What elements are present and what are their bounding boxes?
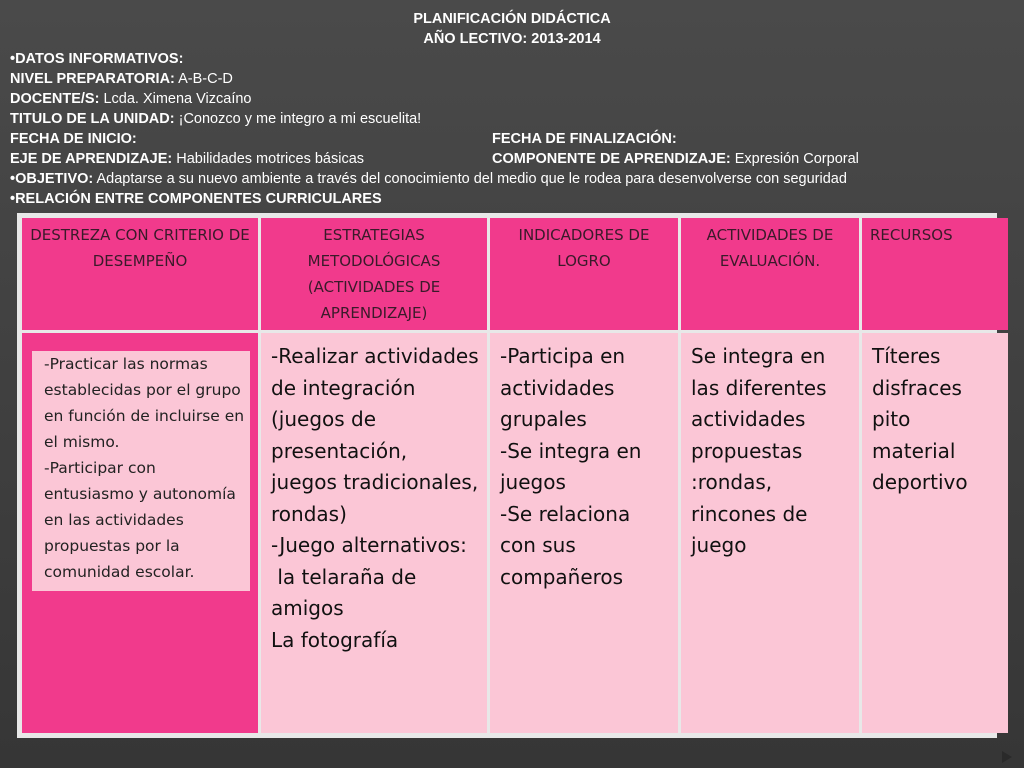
indicador-item: -Se integra en juegos bbox=[500, 438, 642, 494]
indicador-item: -Se relaciona con sus compañeros bbox=[500, 501, 631, 589]
datos-informativos: •DATOS INFORMATIVOS: bbox=[10, 51, 184, 67]
componente-value: Expresión Corporal bbox=[730, 151, 859, 167]
slide-nav-arrow-icon[interactable] bbox=[1002, 751, 1012, 763]
relacion-line: •RELACIÓN ENTRE COMPONENTES CURRICULARES bbox=[10, 191, 382, 207]
header-destreza: DESTREZA CON CRITERIO DE DESEMPEÑO bbox=[22, 218, 258, 330]
recurso-item: disfraces bbox=[872, 375, 962, 400]
table-header-row bbox=[22, 218, 1008, 330]
destreza-item: -Practicar las normas establecidas por el grupo en función de incluirse en el mismo. bbox=[44, 355, 245, 451]
estrategia-item: la telaraña de amigos bbox=[271, 564, 423, 620]
cell-indicadores bbox=[490, 333, 678, 733]
school-year: AÑO LECTIVO: 2013-2014 bbox=[423, 31, 601, 47]
cell-estrategias bbox=[261, 333, 487, 733]
fechas-line bbox=[10, 129, 1014, 149]
estrategia-item: -Realizar actividades de integración (juegos de presentación, juegos tradicionales, rondas) bbox=[271, 344, 479, 526]
curricular-table-frame bbox=[17, 213, 997, 738]
eje-label: EJE DE APRENDIZAJE: bbox=[10, 151, 173, 167]
recurso-item: pito bbox=[872, 407, 911, 431]
indicador-item: -Participa en actividades grupales bbox=[500, 344, 626, 431]
fecha-inicio-label: FECHA DE INICIO: bbox=[10, 131, 137, 147]
nivel-line bbox=[10, 69, 1014, 89]
objetivo-value: Adaptarse a su nuevo ambiente a través del conocimiento del medio que le rodea para desenvolverse con seguridad bbox=[93, 171, 847, 187]
cell-evaluacion bbox=[681, 333, 859, 733]
evaluacion-item: Se integra en las diferentes actividades propuestas :rondas, rincones de juego bbox=[691, 344, 827, 557]
recurso-item: material bbox=[872, 438, 956, 463]
document-title: PLANIFICACIÓN DIDÁCTICA bbox=[413, 11, 611, 27]
header-indicadores: INDICADORES DE LOGRO bbox=[490, 218, 678, 330]
header-recursos: RECURSOS bbox=[862, 218, 1008, 330]
table-row bbox=[22, 333, 1008, 733]
eje-line bbox=[10, 149, 1014, 169]
cell-destreza bbox=[22, 333, 258, 733]
docente-line bbox=[10, 89, 1014, 109]
objetivo-label: •OBJETIVO: bbox=[10, 171, 94, 187]
componente-label: COMPONENTE DE APRENDIZAJE: bbox=[492, 151, 731, 167]
titulo-value: ¡Conozco y me integro a mi escuelita! bbox=[174, 111, 422, 127]
fecha-fin-label: FECHA DE FINALIZACIÓN: bbox=[492, 131, 677, 147]
componente-group bbox=[492, 149, 859, 169]
header-estrategias: ESTRATEGIAS METODOLÓGICAS (ACTIVIDADES DE APRENDIZAJE) bbox=[261, 218, 487, 330]
header-evaluacion: ACTIVIDADES DE EVALUACIÓN. bbox=[681, 218, 859, 330]
docente-value: Lcda. Ximena Vizcaíno bbox=[99, 91, 252, 107]
objetivo-line bbox=[10, 169, 1014, 189]
destreza-content bbox=[32, 351, 250, 591]
titulo-line bbox=[10, 109, 1014, 129]
recurso-item: deportivo bbox=[872, 470, 968, 494]
nivel-value: A-B-C-D bbox=[174, 71, 233, 87]
eje-value: Habilidades motrices básicas bbox=[172, 151, 365, 167]
estrategia-item: La fotografía bbox=[271, 627, 399, 652]
header-block bbox=[10, 9, 1014, 209]
titulo-label: TITULO DE LA UNIDAD: bbox=[10, 111, 175, 127]
curricular-table bbox=[19, 215, 1011, 736]
docente-label: DOCENTE/S: bbox=[10, 91, 100, 107]
recurso-item: Títeres bbox=[872, 344, 941, 368]
nivel-label: NIVEL PREPARATORIA: bbox=[10, 71, 175, 87]
estrategia-item: -Juego alternativos: bbox=[271, 533, 467, 557]
destreza-item: -Participar con entusiasmo y autonomía en las actividades propuestas por la comunidad escolar. bbox=[44, 459, 236, 581]
cell-recursos bbox=[862, 333, 1008, 733]
